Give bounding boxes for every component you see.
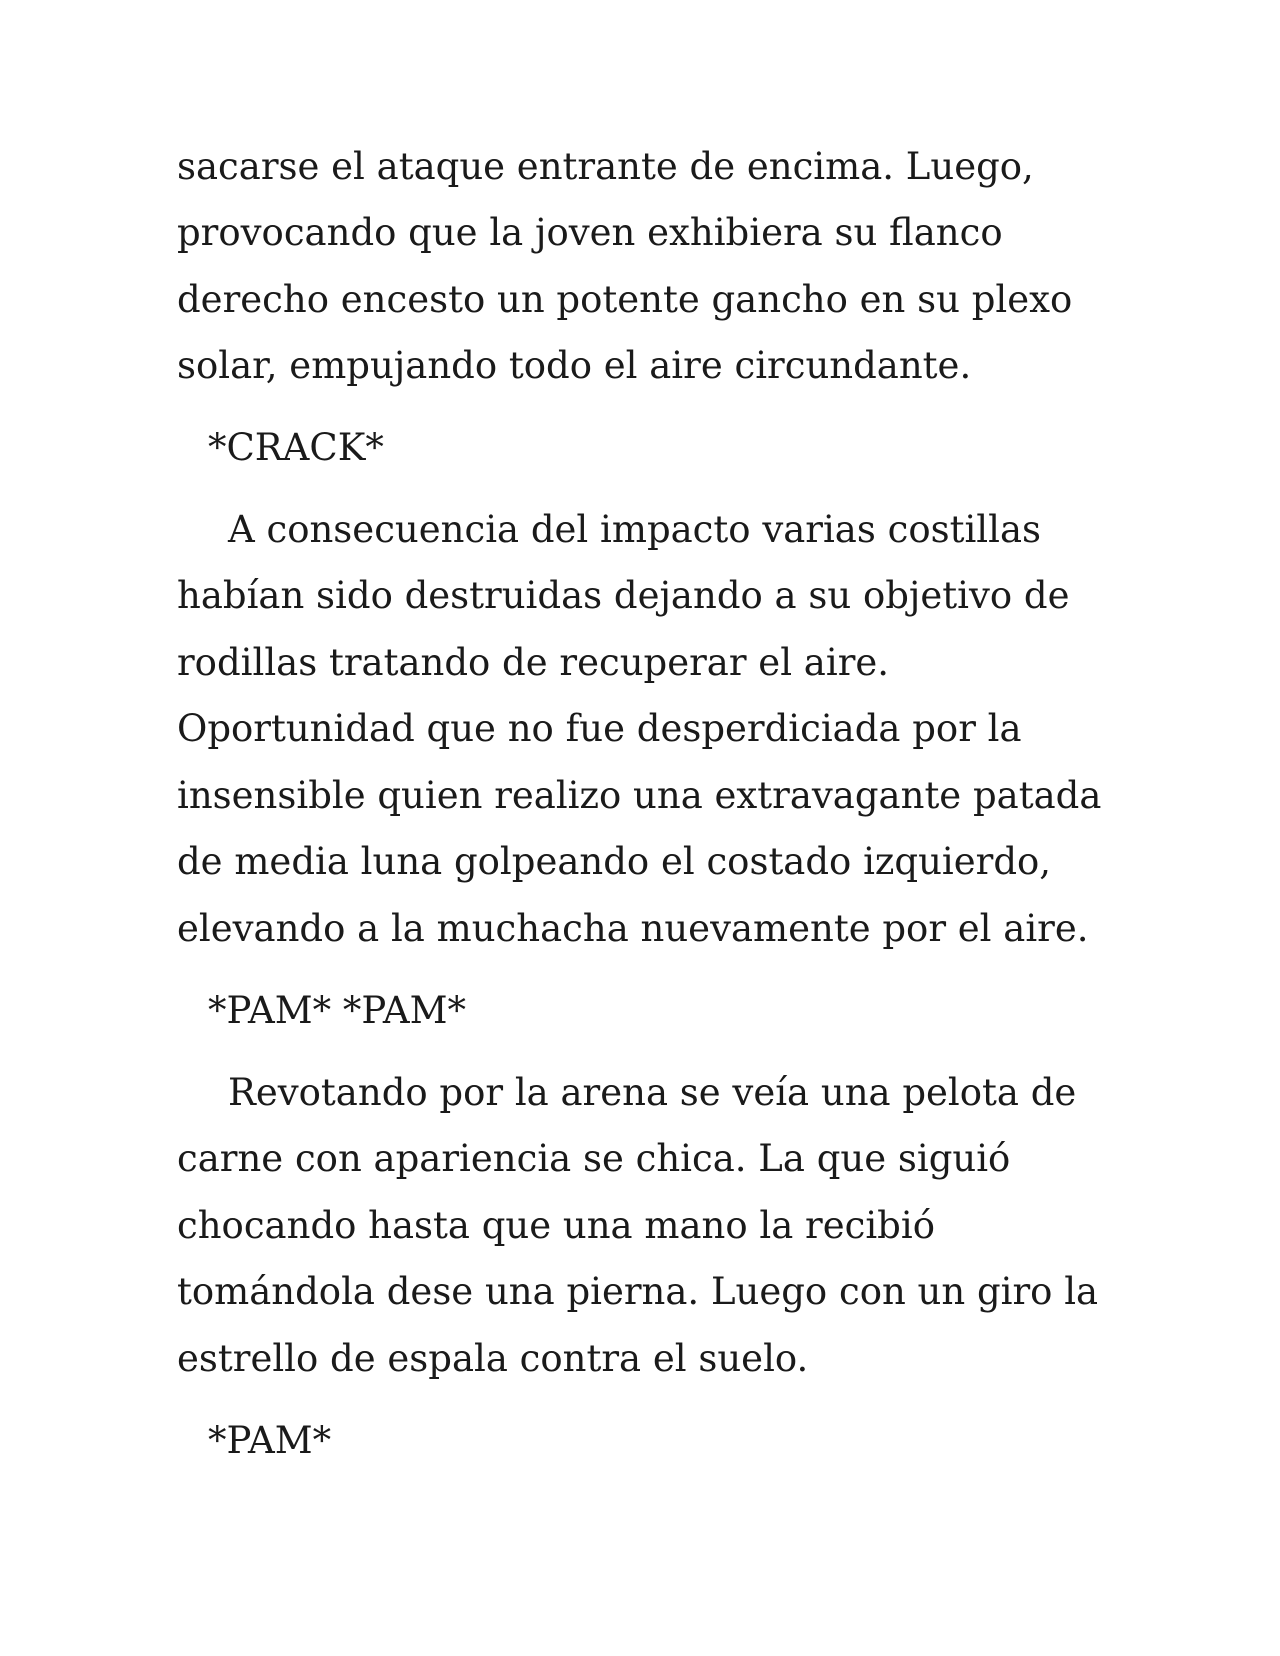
- text-line: sacarse el ataque entrante de encima. Luego,: [177, 145, 1034, 188]
- text-line: Oportunidad que no fue desperdiciada por la: [177, 707, 1022, 750]
- text-line: habían sido destruidas dejando a su objetivo de: [177, 574, 1070, 617]
- sound-effect: *CRACK*: [208, 426, 384, 469]
- sound-effect: *PAM* *PAM*: [208, 989, 466, 1032]
- text-line: elevando a la muchacha nuevamente por el aire.: [177, 907, 1089, 950]
- text-line: Revotando por la arena se veía una pelota de: [228, 1071, 1077, 1114]
- text-line: insensible quien realizo una extravagante patada: [177, 774, 1102, 817]
- text-line: de media luna golpeando el costado izquierdo,: [177, 840, 1052, 883]
- sound-effect: *PAM*: [208, 1419, 332, 1462]
- text-line: carne con apariencia se chica. La que siguió: [177, 1137, 1011, 1180]
- text-line: derecho encesto un potente gancho en su plexo: [177, 278, 1073, 321]
- text-line: estrello de espala contra el suelo.: [177, 1337, 809, 1380]
- text-line: tomándola dese una pierna. Luego con un giro la: [177, 1270, 1099, 1313]
- text-line: provocando que la joven exhibiera su flanco: [177, 211, 1003, 254]
- text-line: solar, empujando todo el aire circundante.: [177, 344, 972, 387]
- text-line: chocando hasta que una mano la recibió: [177, 1204, 935, 1247]
- text-line: rodillas tratando de recuperar el aire.: [177, 641, 890, 684]
- text-line: A consecuencia del impacto varias costillas: [228, 508, 1042, 551]
